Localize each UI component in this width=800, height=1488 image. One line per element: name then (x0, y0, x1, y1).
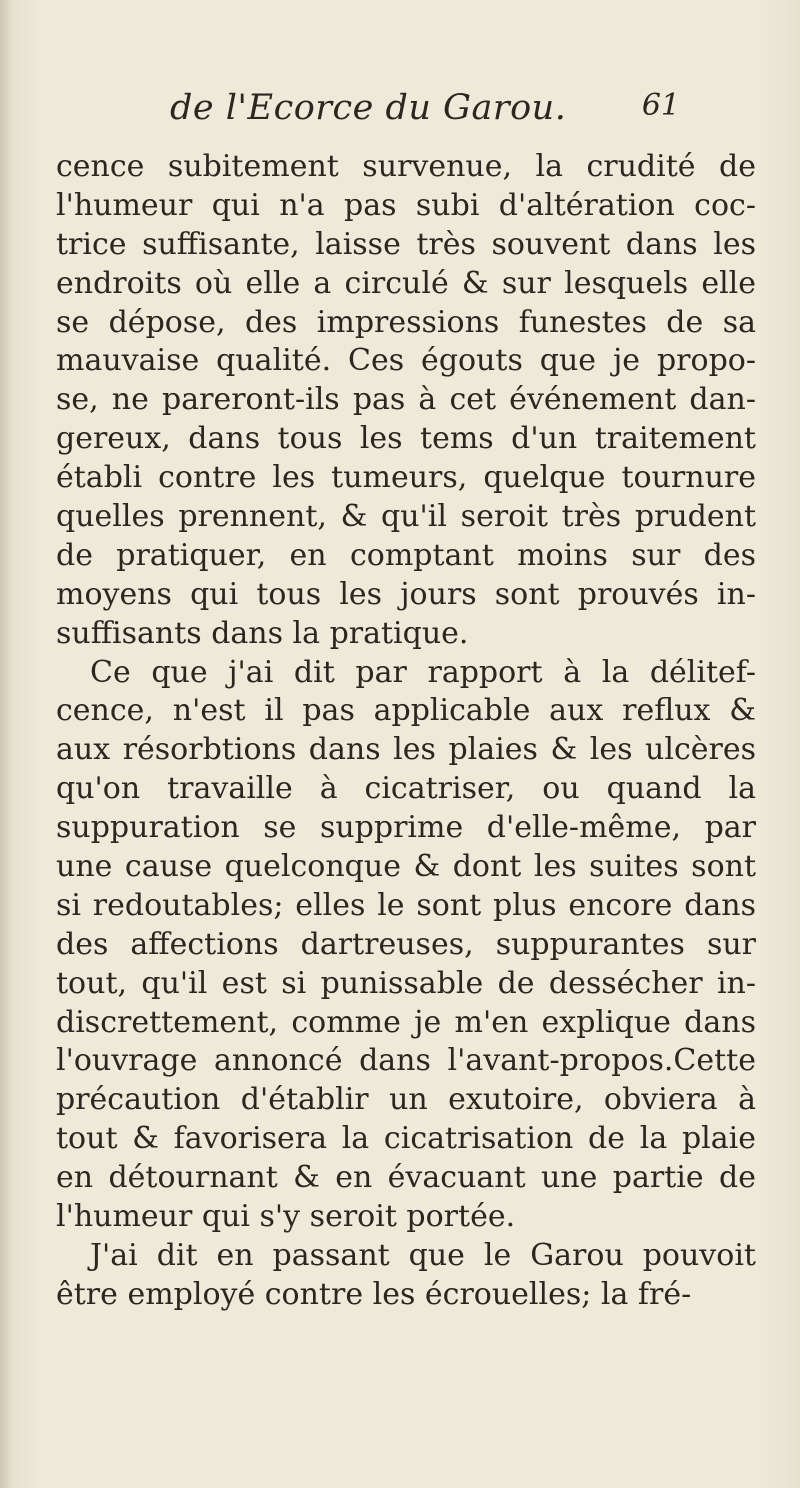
text-line: une cause quelconque & dont les suites sont (56, 849, 757, 885)
page-header (170, 88, 680, 138)
text-line: cence subitement survenue, la crudité de (56, 149, 756, 184)
paragraph (56, 1237, 756, 1315)
page-gutter-shadow (0, 0, 12, 1488)
paragraph (56, 654, 756, 1237)
text-line: si redoutables; elles le sont plus encore dans (56, 887, 757, 923)
body-text (56, 148, 756, 1315)
text-line: établi contre les tumeurs, quelque tournure (56, 460, 756, 496)
paragraph (56, 148, 756, 654)
text-line: cence, n'est il pas applicable aux reflux & (56, 693, 756, 729)
text-line: moyens qui tous les jours sont prouvés in- (56, 576, 756, 612)
text-line: tout & favorisera la cicatrisation de la plaie (56, 1121, 757, 1157)
text-line: quelles prennent, & qu'il seroit très prudent (56, 499, 757, 535)
text-line: l'ouvrage annoncé dans l'avant-propos.Cette (56, 1043, 756, 1079)
text-line: en détournant & en évacuant une partie de (56, 1160, 756, 1196)
text-line: précaution d'établir un exutoire, obviera à (56, 1082, 757, 1118)
text-line: l'humeur qui s'y seroit portée. (56, 1199, 516, 1235)
text-line: mauvaise qualité. Ces égouts que je propo- (56, 343, 756, 379)
text-line: se, ne pareront-ils pas à cet événement dan- (56, 382, 756, 418)
text-line: suffisants dans la pratique. (56, 615, 469, 651)
text-line: Ce que j'ai dit par rapport à la délitef- (90, 654, 756, 690)
text-line: gereux, dans tous les tems d'un traitement (56, 421, 756, 457)
text-line: discrettement, comme je m'en explique dans (56, 1004, 756, 1040)
text-line: qu'on travaille à cicatriser, ou quand la (56, 771, 756, 807)
text-line: trice suffisante, laisse très souvent dans les (56, 226, 756, 262)
text-line: des affections dartreuses, suppurantes sur (56, 926, 757, 962)
page-number: 61 (641, 88, 680, 123)
text-line: l'humeur qui n'a pas subi d'altération coc- (56, 187, 756, 223)
text-line: de pratiquer, en comptant moins sur des (56, 537, 756, 573)
text-line: suppuration se supprime d'elle-même, par (56, 810, 756, 846)
running-title: de l'Ecorce du Garou. (170, 88, 567, 128)
text-line: aux résorbtions dans les plaies & les ulcères (56, 732, 757, 768)
text-line: J'ai dit en passant que le Garou pouvoit (90, 1237, 756, 1273)
text-line: tout, qu'il est si punissable de dessécher in- (56, 965, 757, 1001)
text-line: se dépose, des impressions funestes de sa (56, 304, 756, 340)
text-line: être employé contre les écrouelles; la fré- (56, 1276, 692, 1312)
text-line: endroits où elle a circulé & sur lesquels elle (56, 265, 757, 301)
